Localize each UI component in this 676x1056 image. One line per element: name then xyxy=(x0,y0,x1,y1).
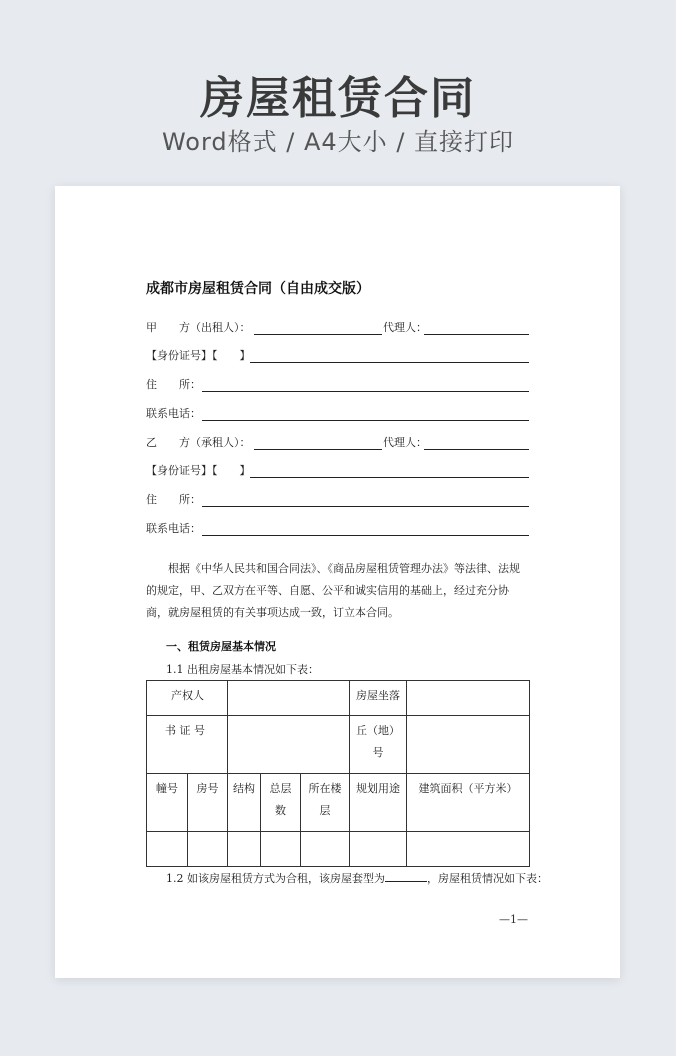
party-b-name-field[interactable] xyxy=(254,449,382,450)
owner-label-cell xyxy=(147,681,228,716)
page-number: —1— xyxy=(499,913,528,926)
party-a-label: 甲 方（出租人）： xyxy=(146,321,251,334)
party-a-id-label: 【身份证号】【 】 xyxy=(146,349,251,362)
cell-structure[interactable] xyxy=(228,832,261,867)
header-floor-at xyxy=(301,774,350,832)
owner-value-cell[interactable] xyxy=(228,681,350,716)
property-info-table xyxy=(146,680,530,867)
party-b-agent-label: 代理人： xyxy=(383,436,427,449)
banner-subtitle: Word格式 / A4大小 / 直接打印 xyxy=(161,128,515,156)
header-structure xyxy=(228,774,261,832)
cell-floor-area[interactable] xyxy=(407,832,530,867)
party-a-name-field[interactable] xyxy=(254,334,382,335)
preamble-paragraph: 根据《中华人民共和国合同法》、《商品房屋租赁管理办法》等法律、法规的规定，甲、乙双方在平等、自愿、公平和诚实信用的基础上，经过充分协商，就房屋租赁的有关事项达成一致，订立本合同。 xyxy=(146,562,520,619)
header-floor-area-label: 建筑面积（平方米） xyxy=(418,782,518,795)
cell-total-floors[interactable] xyxy=(261,832,301,867)
lot-value-cell[interactable] xyxy=(407,716,530,774)
header-floor-at-line1: 所在楼 xyxy=(308,782,342,795)
lot-label-cell xyxy=(350,716,407,774)
party-b-phone-label: 联系电话： xyxy=(146,522,201,535)
cell-floor-at[interactable] xyxy=(301,832,350,867)
party-a-phone-row xyxy=(146,405,528,423)
header-structure-label: 结构 xyxy=(233,782,255,795)
section-1-1-text: 1.1 出租房屋基本情况如下表： xyxy=(166,663,319,676)
header-planned-use-label: 规划用途 xyxy=(356,782,401,795)
cert-value-cell[interactable] xyxy=(228,716,350,774)
party-a-phone-label: 联系电话： xyxy=(146,407,201,420)
party-b-row xyxy=(146,434,528,452)
cell-room-no[interactable] xyxy=(188,832,228,867)
party-a-id-row xyxy=(146,347,528,365)
header-total-floors-line2: 数 xyxy=(275,804,286,817)
party-a-row xyxy=(146,319,528,337)
header-building-no xyxy=(147,774,188,832)
party-a-agent-field[interactable] xyxy=(424,334,529,335)
party-b-id-field[interactable] xyxy=(250,477,529,478)
location-value-cell[interactable] xyxy=(407,681,530,716)
party-b-address-label: 住 所： xyxy=(146,493,201,506)
cell-planned-use[interactable] xyxy=(350,832,407,867)
party-b-label: 乙 方（承租人）： xyxy=(146,436,251,449)
party-a-phone-field[interactable] xyxy=(202,420,529,421)
header-planned-use xyxy=(350,774,407,832)
party-b-address-field[interactable] xyxy=(202,506,529,507)
section-1-2-pre: 1.2 如该房屋租赁方式为合租，该房屋套型为 xyxy=(166,872,385,885)
unit-type-field[interactable] xyxy=(385,870,427,882)
owner-label: 产权人 xyxy=(171,689,204,702)
lot-label-line1: 丘（地） xyxy=(356,724,401,737)
contract-title: 成都市房屋租赁合同（自由成交版） xyxy=(146,281,370,297)
section-1-2-text xyxy=(166,870,548,886)
header-floor-at-line2: 层 xyxy=(319,804,331,817)
party-a-address-row xyxy=(146,376,528,394)
section-1-heading: 一、租赁房屋基本情况 xyxy=(166,640,276,653)
lot-label-line2: 号 xyxy=(372,746,384,759)
cert-label: 书 证 号 xyxy=(165,724,205,737)
section-1-2-post: ，房屋租赁情况如下表： xyxy=(427,872,548,885)
party-b-agent-field[interactable] xyxy=(424,449,529,450)
party-a-address-label: 住 所： xyxy=(146,378,201,391)
header-total-floors xyxy=(261,774,301,832)
cert-label-cell xyxy=(147,716,228,774)
header-room-no xyxy=(188,774,228,832)
party-b-phone-row xyxy=(146,520,528,538)
header-total-floors-line1: 总层 xyxy=(269,782,292,795)
document-page xyxy=(55,186,620,978)
party-b-id-row xyxy=(146,462,528,480)
party-a-id-field[interactable] xyxy=(250,362,529,363)
cell-building-no[interactable] xyxy=(147,832,188,867)
location-label: 房屋坐落 xyxy=(356,689,401,702)
party-b-address-row xyxy=(146,491,528,509)
party-b-phone-field[interactable] xyxy=(202,535,529,536)
party-b-id-label: 【身份证号】【 】 xyxy=(146,464,251,477)
party-a-address-field[interactable] xyxy=(202,391,529,392)
header-floor-area xyxy=(407,774,530,832)
location-label-cell xyxy=(350,681,407,716)
header-building-no-label: 幢号 xyxy=(156,782,178,795)
party-a-agent-label: 代理人： xyxy=(383,321,427,334)
header-room-no-label: 房号 xyxy=(196,782,219,795)
banner-title: 房屋租赁合同 xyxy=(200,73,476,124)
